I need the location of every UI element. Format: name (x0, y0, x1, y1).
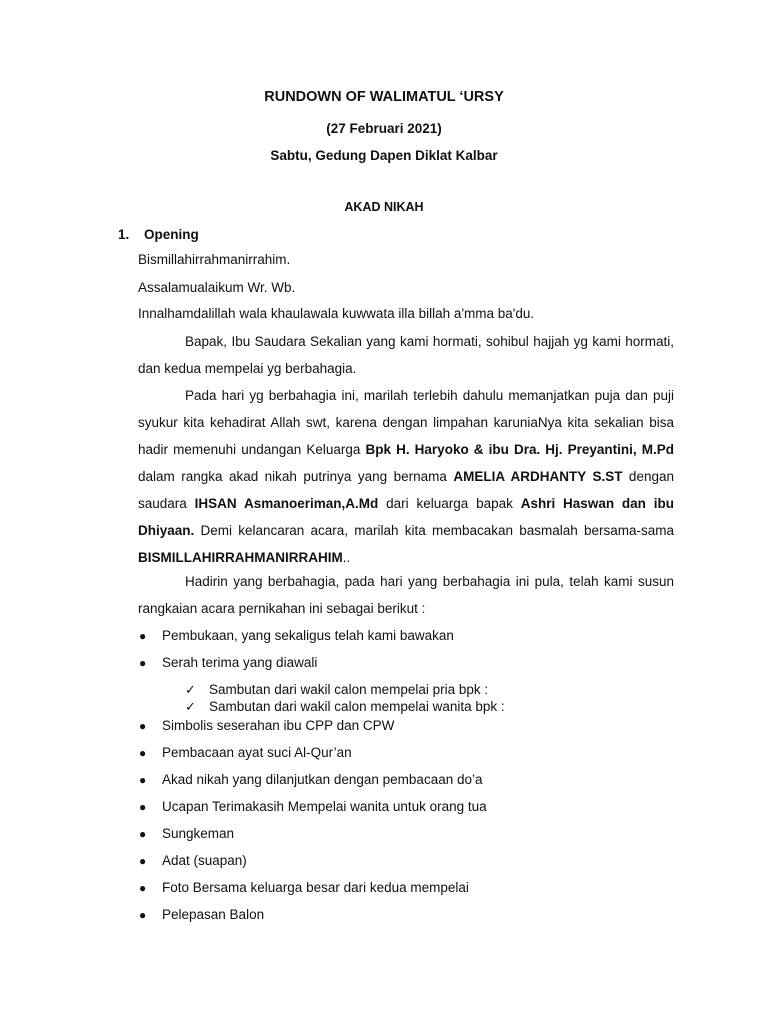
list-item (138, 769, 698, 796)
list-item-label: Pelepasan Balon (162, 907, 265, 922)
list-item-label: Pembacaan ayat suci Al-Qur’an (162, 745, 352, 760)
event-date: (27 Februari 2021) (326, 121, 442, 136)
section-number: 1. (118, 227, 130, 242)
list-item-label: Ucapan Terimakasih Mempelai wanita untuk orang tua (162, 799, 487, 814)
bullet-icon: ● (139, 746, 147, 760)
checkmark-icon: ✓ (185, 699, 196, 714)
main-paragraph (138, 382, 674, 571)
list-item-label: Serah terima yang diawali (162, 655, 318, 670)
list-item (138, 877, 698, 904)
list-item-label: Sungkeman (162, 826, 235, 841)
list-item (138, 625, 698, 652)
bullet-icon: ● (139, 854, 147, 868)
opening-line-hamdalah: Innalhamdalillah wala khaulawala kuwwata illa billah a'mma ba'du. (138, 306, 535, 321)
main-paragraph-text: .. (342, 550, 351, 565)
bride-name: AMELIA ARDHANTY S.ST (453, 469, 623, 484)
basmalah-text: BISMILLAHIRRAHMANIRRAHIM (138, 550, 343, 565)
event-venue: Sabtu, Gedung Dapen Diklat Kalbar (270, 148, 498, 163)
main-paragraph-text: Demi kelancaran acara, marilah kita membacakan basmalah bersama-sama (194, 523, 674, 538)
checkmark-icon: ✓ (185, 682, 196, 697)
list-item (138, 715, 698, 742)
bullet-icon: ● (139, 719, 147, 733)
list-item-label: Pembukaan, yang sekaligus telah kami bawakan (162, 628, 454, 643)
bullet-icon: ● (139, 908, 147, 922)
list-item-label: Simbolis seserahan ibu CPP dan CPW (162, 718, 395, 733)
sublist-item-label: Sambutan dari wakil calon mempelai pria bpk : (209, 682, 489, 697)
list-item (138, 796, 698, 823)
sublist-item (185, 698, 505, 715)
bullet-icon: ● (139, 773, 147, 787)
bride-parents-name: Bpk H. Haryoko & ibu Dra. Hj. Preyantini, M.Pd (365, 442, 674, 457)
greeting-paragraph: Bapak, Ibu Saudara Sekalian yang kami hormati, sohibul hajjah yg kami hormati, dan kedua mempelai yg berbahagia. (138, 334, 674, 376)
main-paragraph-text: dari keluarga bapak (378, 496, 521, 511)
opening-line-bismillah: Bismillahirrahmanirrahim. (138, 252, 291, 267)
main-paragraph-text: Pada hari yg berbahagia ini, marilah terlebih dahulu memanjatkan puja dan puji syukur kita kehadirat Allah swt, karena dengan limpahan karuniaNya kita sekalian bisa hadir memenuhi undangan Keluarga (138, 388, 674, 457)
list-item (138, 742, 698, 769)
list-item-label: Akad nikah yang dilanjutkan dengan pembacaan do’a (162, 772, 483, 787)
list-item (138, 904, 698, 931)
groom-name: IHSAN Asmanoeriman,A.Md (194, 496, 379, 511)
sublist-item-label: Sambutan dari wakil calon mempelai wanita bpk : (209, 699, 505, 714)
bullet-icon: ● (139, 827, 147, 841)
section-opening-heading (118, 227, 199, 242)
bullet-icon: ● (139, 629, 147, 643)
list-item-label: Foto Bersama keluarga besar dari kedua mempelai (162, 880, 469, 895)
list-item-label: Adat (suapan) (162, 853, 247, 868)
bullet-icon: ● (139, 800, 147, 814)
agenda-intro-paragraph: Hadirin yang berbahagia, pada hari yang berbahagia ini pula, telah kami susun rangkaian acara pernikahan ini sebagai berikut : (138, 574, 674, 616)
bullet-icon: ● (139, 656, 147, 670)
groom-parents-name: Ashri Haswan dan ibu Dhiyaan. (138, 496, 674, 538)
list-item (138, 850, 698, 877)
list-item (138, 652, 698, 679)
bullet-icon: ● (139, 881, 147, 895)
section-heading: AKAD NIKAH (344, 200, 424, 214)
section-label: Opening (144, 227, 199, 242)
main-paragraph-text: dengan saudara (138, 469, 674, 511)
sublist-item (185, 681, 505, 698)
main-paragraph-text: dalam rangka akad nikah putrinya yang bernama (138, 469, 454, 484)
opening-line-salam: Assalamualaikum Wr. Wb. (138, 280, 296, 295)
list-item (138, 823, 698, 850)
agenda-list (138, 625, 698, 931)
document-title: RUNDOWN OF WALIMATUL ‘URSY (264, 89, 504, 105)
agenda-sublist (185, 681, 505, 715)
